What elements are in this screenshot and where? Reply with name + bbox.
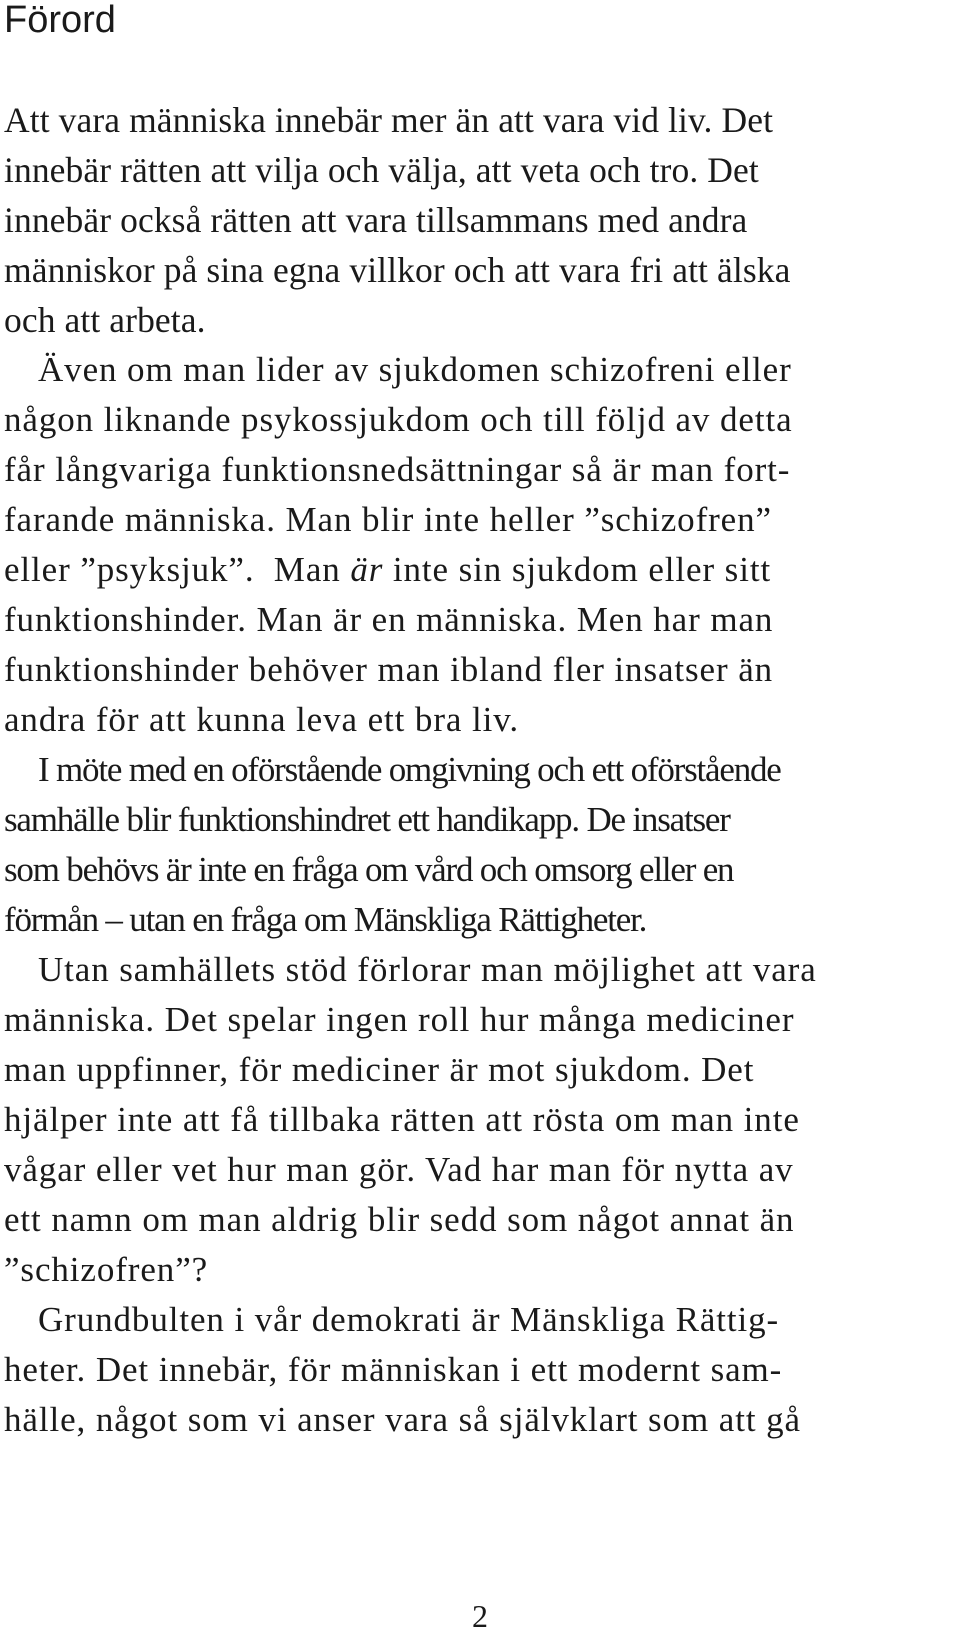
- text-line: hjälper inte att få tillbaka rätten att rösta om man inte: [4, 1100, 800, 1139]
- text-line: funktionshinder. Man är en människa. Men har man: [4, 600, 774, 639]
- text-line: innebär också rätten att vara tillsammans med andra: [4, 200, 748, 240]
- text-line: vågar eller vet hur man gör. Vad har man för nytta av: [4, 1150, 794, 1189]
- text-line: innebär rätten att vilja och välja, att veta och tro. Det: [4, 150, 759, 190]
- page-number: 2: [472, 1598, 488, 1634]
- body-text: [4, 95, 954, 1445]
- text-line: förmån – utan en fråga om Mänskliga Rättigheter.: [4, 900, 647, 939]
- text-line: ett namn om man aldrig blir sedd som något annat än: [4, 1200, 795, 1239]
- text-line: och att arbeta.: [4, 300, 206, 340]
- paragraph-5: [4, 1295, 954, 1445]
- text-line: som behövs är inte en fråga om vård och omsorg eller en: [4, 850, 734, 889]
- text-line: människa. Det spelar ingen roll hur många mediciner: [4, 1000, 795, 1039]
- text-line: hälle, något som vi anser vara så självklart som att gå: [4, 1400, 801, 1439]
- text-line: människor på sina egna villkor och att vara fri att älska: [4, 250, 791, 290]
- text-line: ”schizofren”?: [4, 1250, 209, 1289]
- text-fragment: inte sin sjukdom eller sitt: [383, 550, 772, 589]
- text-line: I möte med en oförstående omgivning och ett oförstående: [38, 750, 781, 789]
- text-line: får långvariga funktionsnedsättningar så är man fort-: [4, 450, 791, 489]
- paragraph-2: [4, 345, 954, 745]
- text-line: heter. Det innebär, för människan i ett modernt sam-: [4, 1350, 783, 1389]
- emphasized-word: är: [350, 550, 384, 589]
- paragraph-4: [4, 945, 954, 1295]
- text-fragment: eller ”psyksjuk”. Man: [4, 550, 351, 589]
- text-line: Utan samhällets stöd förlorar man möjlighet att vara: [38, 950, 817, 989]
- text-line: samhälle blir funktionshindret ett handikapp. De insatser: [4, 800, 730, 839]
- text-line: [4, 545, 954, 595]
- page-title: Förord: [4, 0, 116, 41]
- paragraph-1: [4, 95, 954, 345]
- text-line: funktionshinder behöver man ibland fler insatser än: [4, 650, 774, 689]
- paragraph-3: [4, 745, 954, 945]
- text-line: man uppfinner, för mediciner är mot sjukdom. Det: [4, 1050, 755, 1089]
- text-line: andra för att kunna leva ett bra liv.: [4, 700, 519, 739]
- text-line: Även om man lider av sjukdomen schizofreni eller: [38, 350, 792, 389]
- text-line: Att vara människa innebär mer än att vara vid liv. Det: [4, 100, 774, 140]
- text-line: farande människa. Man blir inte heller ”schizofren”: [4, 500, 772, 539]
- text-line: Grundbulten i vår demokrati är Mänskliga Rättig-: [38, 1300, 780, 1339]
- text-line: någon liknande psykossjukdom och till följd av detta: [4, 400, 793, 439]
